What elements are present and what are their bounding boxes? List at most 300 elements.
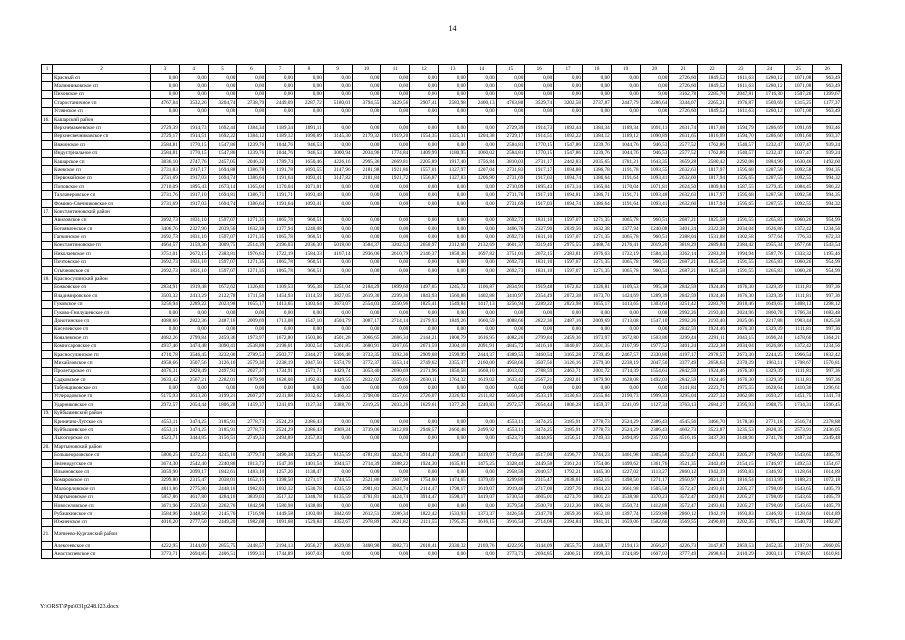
value-cell: 1734,91 xyxy=(266,367,295,375)
value-cell: 2521,86 xyxy=(352,476,381,484)
settlement-row xyxy=(42,476,842,484)
value-cell: 1093,41 xyxy=(294,174,323,182)
value-cell: 0,00 xyxy=(381,501,410,509)
value-cell: 2822,36 xyxy=(179,317,208,325)
settlement-name: Вяжинское сп xyxy=(53,141,151,149)
value-cell: 946,53 xyxy=(640,141,669,149)
value-cell: 1831,10 xyxy=(525,233,554,241)
value-cell: 2660,48 xyxy=(438,426,467,434)
value-cell: 1842,61 xyxy=(208,468,237,476)
value-cell: 0,00 xyxy=(554,74,583,82)
value-cell: 1303,64 xyxy=(294,300,323,308)
district-number: 21. xyxy=(42,527,53,542)
value-cell: 2658,63 xyxy=(698,359,727,367)
value-cell: 1988,75 xyxy=(755,401,784,409)
value-cell: 3147,82 xyxy=(323,174,352,182)
settlement-row xyxy=(42,459,842,467)
row-number-cell xyxy=(42,266,53,274)
settlement-name: Мартыновское сп xyxy=(53,493,151,501)
value-cell: 1744,89 xyxy=(266,550,295,558)
row-number-cell xyxy=(42,191,53,199)
value-cell: 1694,81 xyxy=(208,191,237,199)
value-cell: 5261,85 xyxy=(323,342,352,350)
value-cell: 3773,71 xyxy=(496,550,525,558)
value-cell: 2406,51 xyxy=(208,550,237,558)
value-cell: 1976,87 xyxy=(726,99,755,107)
value-cell: 1798,17 xyxy=(438,485,467,493)
value-cell: 0,00 xyxy=(582,90,611,98)
empty-cell xyxy=(554,409,583,417)
settlement-name: Новоселовское сп xyxy=(53,501,151,509)
value-cell: 2992,26 xyxy=(669,308,698,316)
value-cell: 5466,33 xyxy=(323,392,352,400)
value-cell: 2032,62 xyxy=(294,392,323,400)
value-cell: 1092,55 xyxy=(784,174,813,182)
value-cell: 3126,16 xyxy=(208,359,237,367)
value-cell: 3178,36 xyxy=(726,418,755,426)
value-cell: 2834,91 xyxy=(496,283,525,291)
settlement-name: Большеорловское сп xyxy=(53,451,151,459)
value-cell: 2383,81 xyxy=(554,250,583,258)
value-cell: 1805,18 xyxy=(582,501,611,509)
value-cell: 1596,45 xyxy=(813,401,842,409)
value-cell: 2559,50 xyxy=(179,501,208,509)
value-cell: 2599,99 xyxy=(438,350,467,358)
value-cell: 3145,30 xyxy=(323,132,352,140)
value-cell: 1895,43 xyxy=(525,183,554,191)
value-cell: 1346,92 xyxy=(755,510,784,518)
value-cell: 1822,42 xyxy=(410,510,439,518)
column-number-header: 24 xyxy=(755,65,784,74)
value-cell: 2554,03 xyxy=(352,300,381,308)
value-cell: 1917,10 xyxy=(525,191,554,199)
value-cell: 2731,69 xyxy=(496,174,525,182)
value-cell: 2669,81 xyxy=(381,157,410,165)
value-cell: 2410,29 xyxy=(726,550,755,558)
value-cell: 2315,47 xyxy=(179,476,208,484)
settlement-row xyxy=(42,342,842,350)
value-cell: 960,51 xyxy=(640,258,669,266)
settlement-row xyxy=(42,359,842,367)
value-cell: 1694,74 xyxy=(554,199,583,207)
value-cell: 3406,76 xyxy=(151,225,180,233)
value-cell: 0,00 xyxy=(323,124,352,132)
column-number-header: 6 xyxy=(237,65,266,74)
value-cell: 2250,96 xyxy=(381,300,410,308)
value-cell: 5050,20 xyxy=(496,392,525,400)
value-cell: 0,00 xyxy=(381,233,410,241)
district-name: Мартыновский район xyxy=(53,443,151,451)
value-cell: 9,00 xyxy=(640,90,669,98)
value-cell: 3572,47 xyxy=(669,485,698,493)
empty-cell xyxy=(611,115,640,123)
value-cell: 0,00 xyxy=(323,468,352,476)
row-number-cell xyxy=(42,300,53,308)
value-cell: 1071,81 xyxy=(294,183,323,191)
value-cell: 1065,78 xyxy=(266,266,295,274)
value-cell: 3466,70 xyxy=(698,418,727,426)
value-cell: 2692,73 xyxy=(496,233,525,241)
value-cell: 2859,53 xyxy=(726,542,755,550)
value-cell: 0,00 xyxy=(496,308,525,316)
value-cell: 0,00 xyxy=(496,74,525,82)
value-cell: 0,00 xyxy=(410,233,439,241)
value-cell: 3267,05 xyxy=(381,342,410,350)
settlement-row xyxy=(42,510,842,518)
value-cell: 0,00 xyxy=(323,418,352,426)
settlement-name: Первомайское сп xyxy=(53,174,151,182)
value-cell: 1659,06 xyxy=(611,518,640,526)
empty-cell xyxy=(755,208,784,216)
empty-cell xyxy=(237,443,266,451)
value-cell: 977,64 xyxy=(755,233,784,241)
value-cell: 2034,04 xyxy=(726,342,755,350)
value-cell: 1365,04 xyxy=(237,183,266,191)
value-cell: 0,00 xyxy=(208,90,237,98)
value-cell: 1127,34 xyxy=(640,401,669,409)
value-cell: 1619,02 xyxy=(467,376,496,384)
empty-cell xyxy=(698,443,727,451)
row-number-cell xyxy=(42,283,53,291)
settlement-name: Донотинское сп xyxy=(53,317,151,325)
value-cell: 0,00 xyxy=(323,325,352,333)
value-cell: 0,00 xyxy=(381,308,410,316)
value-cell: 6135,59 xyxy=(323,493,352,501)
value-cell: 0,00 xyxy=(438,216,467,224)
row-number-cell xyxy=(42,241,53,249)
value-cell: 1655,17 xyxy=(237,300,266,308)
value-cell: 1239,76 xyxy=(582,149,611,157)
empty-cell xyxy=(582,409,611,417)
value-cell: 0,00 xyxy=(467,501,496,509)
value-cell: 1044,76 xyxy=(266,149,295,157)
value-cell: 0,00 xyxy=(352,225,381,233)
value-cell: 3185,91 xyxy=(208,426,237,434)
value-cell: 1817,94 xyxy=(698,199,727,207)
value-cell: 2304,18 xyxy=(438,342,467,350)
district-number: 16. xyxy=(42,115,53,123)
value-cell: 1109,53 xyxy=(266,283,295,291)
column-number-header: 14 xyxy=(467,65,496,74)
empty-cell xyxy=(410,115,439,123)
value-cell: 1924,46 xyxy=(698,325,727,333)
value-cell: 0,00 xyxy=(352,74,381,82)
value-cell: 2731,83 xyxy=(496,166,525,174)
column-number-header: 17 xyxy=(554,65,583,74)
value-cell: 1597,07 xyxy=(208,258,237,266)
value-cell: 2631,74 xyxy=(669,124,698,132)
value-cell: 1716,30 xyxy=(755,90,784,98)
settlement-name: Николаевское сп xyxy=(53,250,151,258)
value-cell: 3914,47 xyxy=(410,451,439,459)
value-cell: 1628,08 xyxy=(611,376,640,384)
value-cell: 1673,70 xyxy=(582,292,611,300)
value-cell: 2714,14 xyxy=(381,317,410,325)
value-cell: 1849,52 xyxy=(698,74,727,82)
value-cell: 2958,50 xyxy=(496,468,525,476)
page-number: 14 xyxy=(448,24,457,33)
value-cell: 1595,68 xyxy=(726,191,755,199)
value-cell: 1673,14 xyxy=(208,183,237,191)
value-cell: 3148,96 xyxy=(726,434,755,442)
value-cell: 1917,10 xyxy=(179,191,208,199)
value-cell: 2788,59 xyxy=(525,367,554,375)
value-cell: 3410,97 xyxy=(496,292,525,300)
column-number-header: 1 xyxy=(42,65,53,74)
value-cell: 3671,96 xyxy=(151,501,180,509)
value-cell: 2494,89 xyxy=(266,434,295,442)
value-cell: 0,00 xyxy=(640,82,669,90)
value-cell: 2034,96 xyxy=(352,149,381,157)
value-cell: 3919,46 xyxy=(496,485,525,493)
value-cell: 2698,63 xyxy=(698,550,727,558)
value-cell: 1287,58 xyxy=(755,166,784,174)
value-cell: 0,00 xyxy=(467,308,496,316)
row-number-cell xyxy=(42,510,53,518)
value-cell: 0,00 xyxy=(352,325,381,333)
empty-cell xyxy=(237,208,266,216)
value-cell: 2612,51 xyxy=(352,510,381,518)
value-cell: 4958,66 xyxy=(496,359,525,367)
value-cell: 3144,09 xyxy=(179,542,208,550)
value-cell: 4504,79 xyxy=(323,317,352,325)
value-cell: 3232,06 xyxy=(208,350,237,358)
value-cell: 0,00 xyxy=(352,107,381,115)
value-cell: 1632,38 xyxy=(582,225,611,233)
settlement-name: Старостаничное сп xyxy=(53,99,151,107)
value-cell: 2687,21 xyxy=(669,266,698,274)
settlement-row xyxy=(42,468,842,476)
value-cell: 1825,58 xyxy=(698,258,727,266)
empty-cell xyxy=(755,409,784,417)
value-cell: 1616,95 xyxy=(467,334,496,342)
value-cell: 2009,69 xyxy=(582,317,611,325)
empty-cell xyxy=(410,443,439,451)
value-cell: 1570,81 xyxy=(813,359,842,367)
value-cell: 4082,26 xyxy=(496,334,525,342)
value-cell: 2692,73 xyxy=(496,258,525,266)
value-cell: 1271,35 xyxy=(582,266,611,274)
row-number-cell xyxy=(42,367,53,375)
empty-cell xyxy=(352,115,381,123)
value-cell: 1879,90 xyxy=(237,376,266,384)
value-cell: 1191,64 xyxy=(611,199,640,207)
empty-cell xyxy=(294,275,323,283)
settlement-name: Гуковское сп xyxy=(53,300,151,308)
value-cell: 0,00 xyxy=(496,90,525,98)
value-cell: 1084,45 xyxy=(784,183,813,191)
empty-cell xyxy=(525,409,554,417)
settlement-name: Михайловское сп xyxy=(53,359,151,367)
settlement-row xyxy=(42,90,842,98)
value-cell: 2091,91 xyxy=(467,342,496,350)
value-cell: 2146,37 xyxy=(410,250,439,258)
value-cell: 2056,27 xyxy=(294,542,323,550)
row-number-cell xyxy=(42,418,53,426)
value-cell: 2860,12 xyxy=(669,468,698,476)
value-cell: 1697,82 xyxy=(467,250,496,258)
empty-cell xyxy=(669,115,698,123)
value-cell: 2749,33 xyxy=(237,434,266,442)
value-cell: 0,00 xyxy=(381,434,410,442)
value-cell: 2171,96 xyxy=(410,367,439,375)
value-cell: 0,00 xyxy=(410,82,439,90)
empty-cell xyxy=(726,275,755,283)
value-cell: 3517,32 xyxy=(266,493,295,501)
value-cell: 2860,12 xyxy=(669,510,698,518)
value-cell: 1850,58 xyxy=(438,367,467,375)
value-cell: 1672,80 xyxy=(611,334,640,342)
value-cell: 4781,81 xyxy=(352,451,381,459)
value-cell: 0,00 xyxy=(352,501,381,509)
value-cell: 1660,59 xyxy=(467,317,496,325)
value-cell: 3362,14 xyxy=(669,250,698,258)
value-cell: 2463,71 xyxy=(554,367,583,375)
value-cell: 1405,79 xyxy=(813,485,842,493)
value-cell: 4222,95 xyxy=(151,542,180,550)
value-cell: 1547,86 xyxy=(208,149,237,157)
value-cell: 2312,60 xyxy=(438,241,467,249)
settlement-name: Гапкинское сп xyxy=(53,233,151,241)
value-cell: 2731,76 xyxy=(496,191,525,199)
value-cell: 1060,02 xyxy=(467,149,496,157)
value-cell: 2509,01 xyxy=(381,376,410,384)
empty-cell xyxy=(266,208,295,216)
value-cell: 0,00 xyxy=(467,124,496,132)
value-cell: 1543,65 xyxy=(784,485,813,493)
settlement-name: Божковское сп xyxy=(53,283,151,291)
value-cell: 0,00 xyxy=(151,82,180,90)
value-cell: 3680,91 xyxy=(352,342,381,350)
value-cell: 2181,84 xyxy=(352,174,381,182)
value-cell: 994,35 xyxy=(813,191,842,199)
empty-cell xyxy=(496,208,525,216)
empty-cell xyxy=(352,409,381,417)
value-cell: 1397,74 xyxy=(611,510,640,518)
value-cell: 0,00 xyxy=(410,141,439,149)
value-cell: 0,00 xyxy=(582,384,611,392)
value-cell: 1770,15 xyxy=(179,149,208,157)
value-cell: 1762,86 xyxy=(698,141,727,149)
value-cell: 2584,81 xyxy=(151,149,180,157)
value-cell: 1245,72 xyxy=(438,283,467,291)
empty-cell xyxy=(496,443,525,451)
value-cell: 1265,83 xyxy=(755,258,784,266)
settlement-name: Комиссаровское сп xyxy=(53,342,151,350)
value-cell: 0,00 xyxy=(352,183,381,191)
value-cell: 1817,08 xyxy=(698,124,727,132)
value-cell: 1941,31 xyxy=(582,518,611,526)
empty-cell xyxy=(467,527,496,542)
value-cell: 2828,49 xyxy=(179,367,208,375)
value-cell: 2632,60 xyxy=(669,174,698,182)
value-cell: 1849,26 xyxy=(438,317,467,325)
value-cell: 4781,81 xyxy=(352,493,381,501)
value-cell: 2842,59 xyxy=(669,376,698,384)
empty-cell xyxy=(381,208,410,216)
value-cell: 1781,21 xyxy=(611,157,640,165)
value-cell: 2027,37 xyxy=(237,367,266,375)
value-cell: 960,51 xyxy=(640,216,669,224)
value-cell: 2822,36 xyxy=(525,317,554,325)
value-cell: 1611,63 xyxy=(726,107,755,115)
value-cell: 1327,97 xyxy=(438,166,467,174)
district-section-row xyxy=(42,409,842,417)
value-cell: 1770,15 xyxy=(525,149,554,157)
value-cell: 0,00 xyxy=(438,501,467,509)
value-cell: 1677,66 xyxy=(784,241,813,249)
value-cell: 2282,01 xyxy=(554,376,583,384)
value-cell: 1060,26 xyxy=(784,266,813,274)
value-cell: 1540,57 xyxy=(726,149,755,157)
value-cell: 0,00 xyxy=(381,141,410,149)
value-cell: 1619,07 xyxy=(467,485,496,493)
value-cell: 3388,70 xyxy=(323,401,352,409)
value-cell: 4767,84 xyxy=(151,99,180,107)
settlement-name: Углянское сп xyxy=(53,107,151,115)
value-cell: 1594,70 xyxy=(726,132,755,140)
value-cell: 1111,81 xyxy=(784,283,813,291)
value-cell: 4088,66 xyxy=(496,317,525,325)
row-number-cell xyxy=(42,258,53,266)
empty-cell xyxy=(438,409,467,417)
value-cell: 2658,97 xyxy=(410,241,439,249)
value-cell: 1438,08 xyxy=(294,501,323,509)
value-cell: 1287,55 xyxy=(755,174,784,182)
value-cell: 2205,27 xyxy=(726,451,755,459)
value-cell: 1676,30 xyxy=(726,367,755,375)
empty-cell xyxy=(640,275,669,283)
value-cell: 2384,42 xyxy=(726,241,755,249)
value-cell: 1037,47 xyxy=(784,141,813,149)
value-cell: 2524,29 xyxy=(611,418,640,426)
value-cell: 1831,10 xyxy=(525,216,554,224)
value-cell: 1265,83 xyxy=(755,216,784,224)
empty-cell xyxy=(726,115,755,123)
value-cell: 1831,10 xyxy=(179,233,208,241)
value-cell: 0,00 xyxy=(294,325,323,333)
value-cell: 0,00 xyxy=(410,191,439,199)
value-cell: 1672,62 xyxy=(208,283,237,291)
value-cell: 0,00 xyxy=(640,308,669,316)
empty-cell xyxy=(410,527,439,542)
empty-cell xyxy=(784,275,813,283)
settlement-row xyxy=(42,250,842,258)
value-cell: 2205,27 xyxy=(726,485,755,493)
value-cell: 0,00 xyxy=(323,225,352,233)
value-cell: 0,00 xyxy=(582,325,611,333)
value-cell: 3579,56 xyxy=(496,501,525,509)
value-cell: 0,00 xyxy=(467,325,496,333)
empty-cell xyxy=(151,527,180,542)
value-cell: 1090,89 xyxy=(640,132,669,140)
empty-cell xyxy=(726,443,755,451)
value-cell: 2995,36 xyxy=(352,157,381,165)
value-cell: 1014,89 xyxy=(813,510,842,518)
value-cell: 5719,46 xyxy=(496,451,525,459)
value-cell: 4049,55 xyxy=(323,376,352,384)
value-cell: 3521,35 xyxy=(669,459,698,467)
value-cell: 4710,78 xyxy=(151,350,180,358)
value-cell: 2717,00 xyxy=(525,485,554,493)
settlement-name: Верхнемакеевское сп xyxy=(53,124,151,132)
value-cell: 1386,64 xyxy=(582,199,611,207)
value-cell: 2799,84 xyxy=(179,334,208,342)
settlement-row xyxy=(42,485,842,493)
value-cell: 1547,36 xyxy=(266,459,295,467)
value-cell: 1329,39 xyxy=(755,376,784,384)
value-cell: 2397,76 xyxy=(554,485,583,493)
